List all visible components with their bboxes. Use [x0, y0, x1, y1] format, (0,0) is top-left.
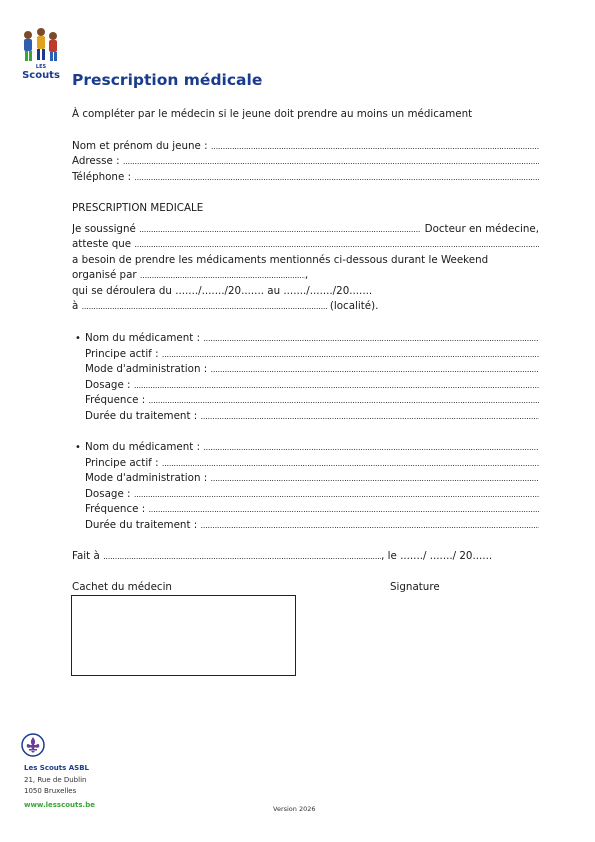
signature-label: Signature [390, 581, 440, 593]
doctor-title: Docteur en médecine, [424, 223, 539, 235]
med1-dosage-field[interactable] [134, 381, 539, 390]
med2-mode-label: Mode d'administration : [85, 472, 208, 484]
website-link[interactable]: www.lesscouts.be [24, 801, 95, 809]
section-title: PRESCRIPTION MEDICALE [72, 202, 204, 214]
page-title: Prescription médicale [72, 71, 263, 89]
med1-duration-label: Durée du traitement : [85, 410, 198, 422]
needs-line [72, 254, 539, 268]
med1-mode-field[interactable] [211, 365, 539, 374]
scouts-logo [19, 26, 63, 80]
organizer-line: organisé par ..... , [72, 269, 539, 283]
phone-line [72, 171, 539, 185]
attest-field[interactable] [134, 240, 539, 249]
med2-dosage-label: Dosage : [85, 488, 131, 500]
organizer-label: organisé par [72, 269, 137, 281]
date-field[interactable]: , le ......./ ......./ 20...... [381, 550, 493, 562]
med1-name-line [85, 332, 539, 346]
svg-text:LES: LES [35, 64, 47, 70]
attest-label: atteste que [72, 238, 132, 250]
phone-field[interactable] [134, 173, 539, 182]
med2-active-label: Principe actif : [85, 457, 159, 469]
med1-dosage-line [85, 379, 539, 393]
made-at-line [72, 550, 512, 564]
bullet-2: • [75, 442, 81, 453]
place-field[interactable] [82, 302, 327, 311]
med1-name-field[interactable] [203, 334, 539, 343]
intro-text: À compléter par le médecin si le jeune doit prendre au moins un médicament [72, 108, 473, 120]
med2-mode-line [85, 472, 539, 486]
dates-text[interactable]: qui se déroulera du ......./......./20....... au ......./......./20....... [72, 285, 373, 297]
address-line [72, 155, 539, 169]
med1-mode-label: Mode d'administration : [85, 363, 208, 375]
med2-duration-field[interactable] [201, 521, 539, 530]
med1-mode-line [85, 363, 539, 377]
patient-name-label: Nom et prénom du jeune : [72, 140, 208, 152]
address-label: Adresse : [72, 155, 120, 167]
version-text: Version 2026 [273, 805, 316, 813]
organizer-field[interactable] [140, 271, 305, 280]
needs-text: a besoin de prendre les médicaments mentionnés ci-dessous durant le Weekend [72, 254, 489, 266]
med1-duration-line [85, 410, 539, 424]
med2-name-line [85, 441, 539, 455]
attest-line [72, 238, 539, 252]
med2-active-line [85, 457, 539, 471]
med1-duration-field[interactable] [201, 412, 539, 421]
med1-name-label: Nom du médicament : [85, 332, 201, 344]
org-name: Les Scouts ASBL [24, 764, 89, 772]
med2-dosage-line [85, 488, 539, 502]
fleur-de-lis-icon [21, 733, 45, 757]
med1-active-field[interactable] [162, 350, 539, 359]
stamp-box[interactable] [71, 595, 296, 676]
med1-dosage-label: Dosage : [85, 379, 131, 391]
med2-frequency-line [85, 503, 539, 517]
med1-frequency-line [85, 394, 539, 408]
doctor-name-field[interactable] [139, 225, 421, 234]
med2-duration-label: Durée du traitement : [85, 519, 198, 531]
place-label: à [72, 300, 79, 312]
med2-frequency-field[interactable] [148, 505, 539, 514]
med2-active-field[interactable] [162, 459, 539, 468]
place-line [72, 300, 539, 314]
stamp-label: Cachet du médecin [72, 581, 172, 593]
med2-name-field[interactable] [203, 443, 539, 452]
patient-name-field[interactable] [211, 142, 539, 151]
made-at-field[interactable] [103, 552, 381, 561]
dates-line [72, 285, 539, 299]
med2-mode-field[interactable] [211, 474, 539, 483]
med1-active-line [85, 348, 539, 362]
address-field[interactable] [123, 157, 539, 166]
med2-frequency-label: Fréquence : [85, 503, 146, 515]
doctor-line [72, 223, 539, 237]
doctor-label: Je soussigné [72, 223, 136, 235]
org-address [24, 775, 86, 797]
org-street: 21, Rue de Dublin [24, 776, 87, 784]
phone-label: Téléphone : [72, 171, 132, 183]
med1-active-label: Principe actif : [85, 348, 159, 360]
org-city: 1050 Bruxelles [24, 787, 77, 795]
bullet-1: • [75, 333, 81, 344]
svg-text:Scouts: Scouts [22, 70, 60, 80]
locality-label: (localité). [329, 300, 379, 312]
med2-dosage-field[interactable] [134, 490, 539, 499]
patient-name-line [72, 140, 539, 154]
med2-name-label: Nom du médicament : [85, 441, 201, 453]
med2-duration-line [85, 519, 539, 533]
made-at-label: Fait à [72, 550, 100, 562]
med1-frequency-field[interactable] [148, 396, 539, 405]
med1-frequency-label: Fréquence : [85, 394, 146, 406]
